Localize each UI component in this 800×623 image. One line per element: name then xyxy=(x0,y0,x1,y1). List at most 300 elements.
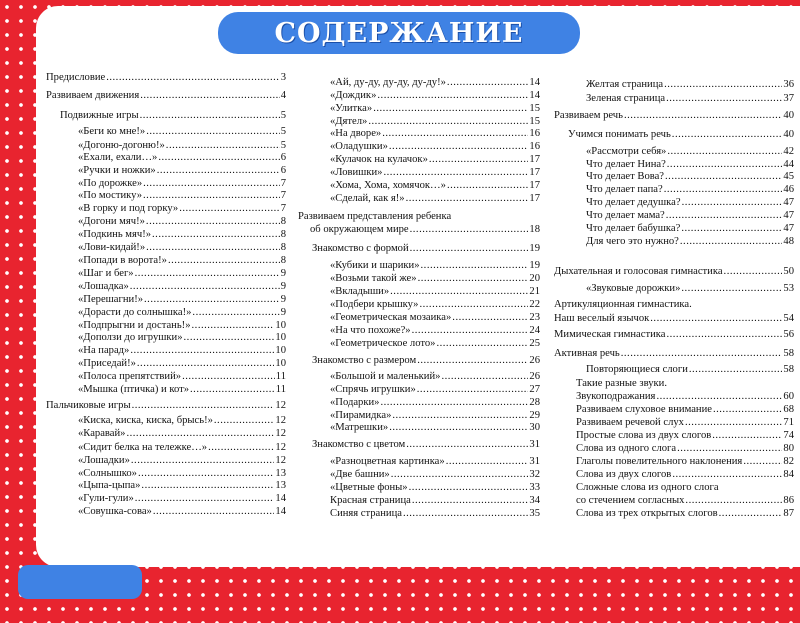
dot-leader xyxy=(410,243,529,255)
toc-entry xyxy=(554,389,794,403)
toc-entry-title: Развиваем речь xyxy=(554,110,623,121)
toc-entry-title: «Ай, ду-ду, ду-ду, ду-ду!» xyxy=(330,77,446,88)
dot-leader xyxy=(689,364,783,376)
toc-entry-page: 21 xyxy=(529,286,540,297)
toc-entry xyxy=(298,369,540,383)
dot-leader xyxy=(140,110,280,122)
toc-entry xyxy=(298,467,540,481)
toc-entry xyxy=(554,506,794,520)
toc-entry xyxy=(46,504,286,518)
toc-entry-title: «На дворе» xyxy=(330,128,382,139)
toc-entry-page: 23 xyxy=(529,312,540,323)
dot-leader xyxy=(672,129,783,141)
toc-entry-page: 34 xyxy=(529,495,540,506)
toc-entry-page: 35 xyxy=(529,508,540,519)
toc-entry-title: «Подарки» xyxy=(330,397,380,408)
toc-entry xyxy=(298,353,540,367)
toc-entry-title: Что делает Нина? xyxy=(586,159,666,170)
toc-entry-page: 10 xyxy=(275,345,286,356)
toc-entry xyxy=(298,191,540,205)
toc-entry xyxy=(298,101,540,115)
toc-entry xyxy=(46,70,286,84)
toc-entry-page: 45 xyxy=(783,171,794,182)
page-title: СОДЕРЖАНИЕ xyxy=(274,17,524,49)
toc-entry-page: 9 xyxy=(280,294,286,305)
toc-entry xyxy=(46,491,286,505)
toc-entry xyxy=(298,209,540,223)
toc-entry xyxy=(554,281,794,295)
toc-entry-page: 7 xyxy=(280,178,286,189)
toc-entry-title: Развиваем представления ребенка xyxy=(298,211,452,222)
toc-entry-title: Подвижные игры xyxy=(60,110,139,121)
dot-leader xyxy=(724,266,783,278)
toc-entry-page: 30 xyxy=(529,422,540,433)
toc-entry xyxy=(298,88,540,102)
dot-leader xyxy=(666,93,782,105)
toc-entry-page: 32 xyxy=(529,469,540,480)
toc-entry-title: «Разноцветная картинка» xyxy=(330,456,445,467)
dot-leader xyxy=(680,236,783,248)
toc-entry-page: 33 xyxy=(529,482,540,493)
dot-leader xyxy=(140,90,279,102)
toc-entry xyxy=(298,297,540,311)
toc-entry-page: 31 xyxy=(529,456,540,467)
toc-entry xyxy=(46,253,286,267)
toc-entry-page: 12 xyxy=(275,455,286,466)
toc-entry-page: 74 xyxy=(783,430,794,441)
toc-entry-page: 8 xyxy=(280,242,286,253)
toc-entry-title: «Полоса препятствий» xyxy=(78,371,182,382)
toc-entry xyxy=(46,382,286,396)
toc-entry xyxy=(298,336,540,350)
toc-entry xyxy=(46,330,286,344)
toc-entry xyxy=(554,77,794,91)
toc-entry-title: «Рассмотри себя» xyxy=(586,146,667,157)
toc-entry xyxy=(298,152,540,166)
toc-entry-title: Знакомство с размером xyxy=(312,355,417,366)
toc-entry-title: Звукоподражания xyxy=(576,391,656,402)
toc-entry-page: 17 xyxy=(529,180,540,191)
toc-entry-page: 40 xyxy=(783,110,794,121)
dot-leader xyxy=(132,400,275,412)
toc-entry-page: 37 xyxy=(783,93,794,104)
toc-entry-page: 14 xyxy=(275,493,286,504)
dot-leader xyxy=(153,506,275,518)
toc-entry-page: 40 xyxy=(783,129,794,140)
toc-entry-page: 47 xyxy=(783,223,794,234)
toc-entry-title: «Беги ко мне!» xyxy=(78,126,146,137)
toc-entry-title: «Возьми такой же» xyxy=(330,273,417,284)
toc-entry xyxy=(298,310,540,324)
toc-entry xyxy=(298,222,540,236)
toc-entry-page: 14 xyxy=(275,506,286,517)
toc-entry-page: 9 xyxy=(280,281,286,292)
toc-entry-title: «Две башни» xyxy=(330,469,390,480)
toc-entry-page: 9 xyxy=(280,307,286,318)
toc-entry xyxy=(46,188,286,202)
toc-entry-title: «Вкладыши» xyxy=(330,286,390,297)
toc-entry-title: «Мышка (птичка) и кот» xyxy=(78,384,190,395)
toc-entry-title: Дыхательная и голосовая гимнастика xyxy=(554,266,723,277)
toc-entry-page: 7 xyxy=(280,203,286,214)
toc-entry xyxy=(554,144,794,158)
toc-entry-page: 18 xyxy=(529,224,540,235)
toc-entry-title: «На что похоже?» xyxy=(330,325,411,336)
toc-entry xyxy=(298,420,540,434)
toc-entry-page: 4 xyxy=(280,90,286,101)
toc-entry xyxy=(46,453,286,467)
dot-leader xyxy=(389,422,528,434)
toc-entry xyxy=(298,165,540,179)
toc-entry xyxy=(554,362,794,376)
toc-entry xyxy=(554,467,794,481)
toc-entry-title: Развиваем речевой слух xyxy=(576,417,684,428)
toc-entry-page: 8 xyxy=(280,255,286,266)
toc-entry xyxy=(46,108,286,122)
toc-entry-page: 14 xyxy=(529,77,540,88)
toc-entry xyxy=(554,327,794,341)
toc-entry-title: «Доползи до игрушки» xyxy=(78,332,183,343)
toc-entry-title: Слова из одного слога xyxy=(576,443,677,454)
toc-entry xyxy=(554,169,794,183)
toc-entry-title: «Подбери крышку» xyxy=(330,299,419,310)
toc-entry-page: 46 xyxy=(783,184,794,195)
toc-entry-page: 58 xyxy=(783,364,794,375)
toc-entry xyxy=(46,279,286,293)
toc-entry xyxy=(298,75,540,89)
toc-entry-title: «Кубики и шарики» xyxy=(330,260,420,271)
toc-entry-title: Пальчиковые игры xyxy=(46,400,131,411)
toc-entry-title: Слова из двух слогов xyxy=(576,469,672,480)
toc-entry-page: 5 xyxy=(280,110,286,121)
toc-entry-title: «Ехали, ехали…» xyxy=(78,152,158,163)
toc-entry-page: 60 xyxy=(783,391,794,402)
toc-entry-title: «Дождик» xyxy=(330,90,377,101)
toc-entry xyxy=(298,480,540,494)
toc-entry-title: Развиваем слуховое внимание xyxy=(576,404,712,415)
dot-leader xyxy=(406,439,528,451)
toc-entry xyxy=(298,258,540,272)
toc-entry-page: 42 xyxy=(783,146,794,157)
toc-entry-title: Что делает дедушка? xyxy=(586,197,681,208)
toc-entry-page: 10 xyxy=(275,320,286,331)
toc-entry-page: 44 xyxy=(783,159,794,170)
toc-entry xyxy=(46,305,286,319)
toc-entry-title: «Спрячь игрушки» xyxy=(330,384,416,395)
toc-entry xyxy=(554,402,794,416)
toc-entry xyxy=(46,356,286,370)
toc-entry-title: «Сделай, как я!» xyxy=(330,193,405,204)
toc-entry xyxy=(554,297,794,311)
toc-entry xyxy=(46,440,286,454)
dot-leader xyxy=(403,508,528,520)
toc-entry-page: 11 xyxy=(275,371,286,382)
toc-entry-title: «Киска, киска, киска, брысь!» xyxy=(78,415,213,426)
toc-entry-title: «Матрешки» xyxy=(330,422,389,433)
toc-entry xyxy=(298,284,540,298)
toc-entry-page: 8 xyxy=(280,216,286,227)
toc-entry-page: 84 xyxy=(783,469,794,480)
dot-leader xyxy=(664,79,782,91)
toc-entry-title: Простые слова из двух слогов xyxy=(576,430,712,441)
toc-entry-title: Предисловие xyxy=(46,72,106,83)
toc-entry-page: 17 xyxy=(529,167,540,178)
toc-entry-title: «Звуковые дорожки» xyxy=(586,283,681,294)
toc-entry xyxy=(554,346,794,360)
toc-entry-title: со стечением согласных xyxy=(576,495,685,506)
dot-leader xyxy=(650,313,782,325)
toc-entry xyxy=(554,208,794,222)
toc-entry xyxy=(554,221,794,235)
toc-entry-page: 10 xyxy=(275,358,286,369)
toc-entry-page: 17 xyxy=(529,154,540,165)
toc-entry-title: «Пирамидка» xyxy=(330,410,392,421)
dot-leader xyxy=(666,329,782,341)
dot-leader xyxy=(417,355,528,367)
toc-entry-page: 5 xyxy=(280,126,286,137)
toc-entry xyxy=(554,441,794,455)
toc-entry-page: 56 xyxy=(783,329,794,340)
toc-entry xyxy=(554,493,794,507)
toc-entry-title: Слова из трех открытых слогов xyxy=(576,508,718,519)
dot-leader xyxy=(624,110,782,122)
toc-entry-title: Учимся понимать речь xyxy=(568,129,671,140)
toc-entry-title: «Лошадки» xyxy=(78,455,130,466)
toc-entry-title: «Догони мяч!» xyxy=(78,216,145,227)
toc-entry-title: Активная речь xyxy=(554,348,620,359)
toc-entry xyxy=(554,182,794,196)
toc-entry-title: «Шаг и бег» xyxy=(78,268,134,279)
toc-entry-page: 11 xyxy=(275,384,286,395)
toc-entry-page: 17 xyxy=(529,193,540,204)
toc-entry-page: 27 xyxy=(529,384,540,395)
toc-entry-page: 19 xyxy=(529,260,540,271)
dot-leader xyxy=(406,193,529,205)
toc-entry-title: Что делает папа? xyxy=(586,184,663,195)
dot-leader xyxy=(410,224,529,236)
toc-entry-page: 87 xyxy=(783,508,794,519)
toc-entry-title: Красная страница xyxy=(330,495,411,506)
toc-entry-title: Сложные слова из одного слога xyxy=(576,482,719,493)
toc-entry-title: Для чего это нужно? xyxy=(586,236,679,247)
toc-entry xyxy=(554,376,794,390)
toc-entry-title: «Подкинь мяч!» xyxy=(78,229,152,240)
toc-entry-page: 86 xyxy=(783,495,794,506)
toc-entry xyxy=(298,178,540,192)
toc-entry xyxy=(298,241,540,255)
toc-entry-page: 15 xyxy=(529,103,540,114)
dot-leader xyxy=(106,72,279,84)
toc-entry xyxy=(554,91,794,105)
toc-entry-title: «Кулачок на кулачок» xyxy=(330,154,428,165)
toc-entry-title: «Дятел» xyxy=(330,116,368,127)
toc-entry xyxy=(46,413,286,427)
toc-entry-title: «Дорасти до солнышка!» xyxy=(78,307,192,318)
toc-entry-title: об окружающем мире xyxy=(310,224,409,235)
toc-entry xyxy=(554,127,794,141)
toc-entry-title: Мимическая гимнастика xyxy=(554,329,666,340)
toc-entry-page: 47 xyxy=(783,210,794,221)
toc-entry xyxy=(298,437,540,451)
toc-entry-page: 82 xyxy=(783,456,794,467)
toc-entry-title: Что делает бабушка? xyxy=(586,223,681,234)
toc-entry-title: Что делает мама? xyxy=(586,210,665,221)
toc-entry-title: «Подпрыгни и достань!» xyxy=(78,320,191,331)
toc-entry-title: Наш веселый язычок xyxy=(554,313,650,324)
toc-entry-title: «Оладушки» xyxy=(330,141,388,152)
toc-entry-title: Зеленая страница xyxy=(586,93,666,104)
toc-entry-title: Такие разные звуки. xyxy=(576,378,667,389)
toc-entry-page: 12 xyxy=(275,415,286,426)
toc-entry xyxy=(46,343,286,357)
toc-entry-page: 54 xyxy=(783,313,794,324)
toc-entry xyxy=(554,311,794,325)
toc-entry xyxy=(46,292,286,306)
toc-entry-page: 19 xyxy=(529,243,540,254)
toc-entry-title: «Цыпа-цыпа» xyxy=(78,480,141,491)
toc-entry-page: 58 xyxy=(783,348,794,359)
toc-entry-page: 48 xyxy=(783,236,794,247)
toc-entry-title: Знакомство с цветом xyxy=(312,439,406,450)
toc-entry xyxy=(554,234,794,248)
toc-entry-page: 15 xyxy=(529,116,540,127)
toc-entry xyxy=(46,124,286,138)
toc-entry-title: «Большой и маленький» xyxy=(330,371,441,382)
toc-entry-page: 6 xyxy=(280,165,286,176)
toc-entry xyxy=(298,395,540,409)
toc-entry-title: «В горку и под горку» xyxy=(78,203,179,214)
toc-entry xyxy=(298,271,540,285)
toc-entry xyxy=(46,214,286,228)
toc-entry-page: 20 xyxy=(529,273,540,284)
toc-entry xyxy=(46,478,286,492)
toc-entry xyxy=(46,398,286,412)
toc-entry-title: «Догоню-догоню!» xyxy=(78,140,165,151)
toc-entry-title: «По мостику» xyxy=(78,190,143,201)
dot-leader xyxy=(719,508,783,520)
dot-leader xyxy=(126,428,274,440)
toc-entry-title: «Гули-гули» xyxy=(78,493,134,504)
toc-entry-title: «Попади в ворота!» xyxy=(78,255,167,266)
toc-entry-page: 31 xyxy=(529,439,540,450)
dot-leader xyxy=(681,283,782,295)
toc-entry xyxy=(46,150,286,164)
toc-entry-page: 68 xyxy=(783,404,794,415)
toc-entry-page: 71 xyxy=(783,417,794,428)
toc-entry xyxy=(554,108,794,122)
toc-entry-page: 10 xyxy=(275,332,286,343)
toc-entry xyxy=(46,240,286,254)
toc-entry-title: «Каравай» xyxy=(78,428,126,439)
toc-entry-page: 26 xyxy=(529,371,540,382)
toc-entry xyxy=(46,163,286,177)
toc-entry xyxy=(46,369,286,383)
dot-leader xyxy=(146,126,280,138)
toc-entry-title: Что делает Вова? xyxy=(586,171,665,182)
toc-entry-page: 29 xyxy=(529,410,540,421)
toc-entry-title: Повторяющиеся слоги xyxy=(586,364,688,375)
toc-entry-page: 24 xyxy=(529,325,540,336)
toc-entry xyxy=(298,454,540,468)
toc-entry-page: 28 xyxy=(529,397,540,408)
toc-entry xyxy=(298,506,540,520)
toc-entry xyxy=(298,493,540,507)
toc-entry xyxy=(554,195,794,209)
toc-entry-title: «По дорожке» xyxy=(78,178,143,189)
toc-entry-title: Знакомство с формой xyxy=(312,243,409,254)
toc-entry-page: 13 xyxy=(275,468,286,479)
toc-entry-page: 50 xyxy=(783,266,794,277)
toc-entry-title: «Сидит белка на тележке…» xyxy=(78,442,208,453)
toc-entry xyxy=(554,415,794,429)
toc-entry-page: 16 xyxy=(529,128,540,139)
toc-entry-page: 80 xyxy=(783,443,794,454)
toc-entry-title: «Лошадка» xyxy=(78,281,129,292)
toc-entry-title: Синяя страница xyxy=(330,508,402,519)
toc-entry-page: 22 xyxy=(529,299,540,310)
toc-entry-title: «Геометрическая мозаика» xyxy=(330,312,452,323)
toc-entry-title: «Ловишки» xyxy=(330,167,383,178)
toc-entry-page: 16 xyxy=(529,141,540,152)
toc-entry xyxy=(554,480,794,494)
toc-entry xyxy=(46,426,286,440)
toc-entry-page: 9 xyxy=(280,268,286,279)
toc-entry-title: «Перешагни!» xyxy=(78,294,144,305)
toc-entry-page: 12 xyxy=(275,400,286,411)
toc-entry-title: «Лови-кидай!» xyxy=(78,242,146,253)
toc-entry-title: «Хома, Хома, хомячок…» xyxy=(330,180,446,191)
toc-entry-page: 26 xyxy=(529,355,540,366)
toc-entry-title: Глаголы повелительного наклонения xyxy=(576,456,743,467)
toc-entry-page: 6 xyxy=(280,152,286,163)
toc-entry-page: 36 xyxy=(783,79,794,90)
toc-entry-page: 13 xyxy=(275,480,286,491)
dot-leader xyxy=(436,338,528,350)
corner-tab xyxy=(18,565,142,599)
toc-entry-title: Развиваем движения xyxy=(46,90,140,101)
toc-entry-title: «Цветные фоны» xyxy=(330,482,408,493)
toc-entry xyxy=(554,264,794,278)
toc-entry xyxy=(46,88,286,102)
toc-entry-page: 12 xyxy=(275,442,286,453)
toc-entry xyxy=(298,126,540,140)
toc-entry-page: 25 xyxy=(529,338,540,349)
toc-entry xyxy=(298,323,540,337)
toc-entry xyxy=(298,382,540,396)
toc-entry-title: Желтая страница xyxy=(586,79,664,90)
toc-entry xyxy=(46,201,286,215)
dot-leader xyxy=(190,384,275,396)
toc-entry-page: 14 xyxy=(529,90,540,101)
title-banner xyxy=(218,12,580,54)
toc-entry-page: 5 xyxy=(280,140,286,151)
toc-entry-page: 47 xyxy=(783,197,794,208)
toc-entry xyxy=(554,428,794,442)
toc-entry-page: 53 xyxy=(783,283,794,294)
toc-entry xyxy=(46,266,286,280)
toc-entry-page: 7 xyxy=(280,190,286,201)
toc-entry-title: «Совушка-сова» xyxy=(78,506,152,517)
toc-entry-page: 3 xyxy=(280,72,286,83)
toc-entry-title: «Приседай!» xyxy=(78,358,136,369)
toc-entry-title: Артикуляционная гимнастика. xyxy=(554,299,692,310)
toc-entry-title: «На парад» xyxy=(78,345,130,356)
toc-entry-title: «Солнышко» xyxy=(78,468,137,479)
toc-entry-title: «Ручки и ножки» xyxy=(78,165,156,176)
toc-entry-title: «Улитка» xyxy=(330,103,373,114)
toc-entry xyxy=(46,227,286,241)
dot-leader xyxy=(621,348,783,360)
